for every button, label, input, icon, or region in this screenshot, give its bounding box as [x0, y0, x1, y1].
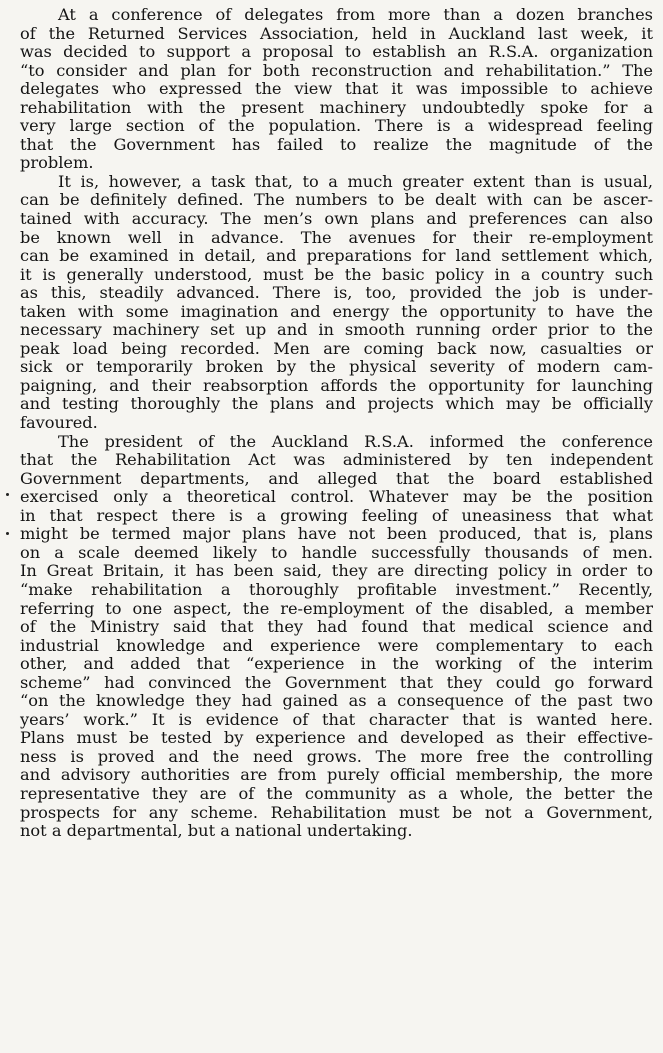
text-line: delegates who expressed the view that it was impossible to achieve — [20, 79, 653, 99]
text-line: can be definitely defined. The numbers to be dealt with can be ascer- — [20, 190, 653, 210]
text-line: tained with accuracy. The men’s own plans and preferences can also — [20, 209, 653, 229]
text-line: rehabilitation with the present machinery undoubtedly spoke for a — [20, 97, 653, 117]
text-line: very large section of the population. There is a widespread feeling — [20, 116, 653, 136]
text-line: scheme” had convinced the Government that they could go forward — [20, 672, 653, 692]
text-line: “make rehabilitation a thoroughly profitable investment.” Recently, — [20, 579, 653, 599]
paragraph-3 — [20, 433, 653, 841]
text-line: sick or temporarily broken by the physical severity of modern cam- — [20, 357, 653, 377]
print-speck — [6, 532, 9, 535]
text-line: It is, however, a task that, to a much greater extent than is usual, — [58, 171, 653, 191]
text-line: other, and added that “experience in the working of the interim — [20, 654, 653, 674]
text-line: and testing thoroughly the plans and projects which may be officially — [20, 394, 653, 414]
text-line: ness is proved and the need grows. The more free the controlling — [20, 746, 653, 766]
text-line: be known well in advance. The avenues for their re-employment — [20, 227, 653, 247]
text-line: problem. — [20, 153, 94, 173]
text-line: industrial knowledge and experience were complementary to each — [20, 635, 653, 655]
text-line: referring to one aspect, the re-employment of the disabled, a member — [20, 598, 653, 618]
text-line: Government departments, and alleged that the board established — [20, 468, 653, 488]
text-line: it is generally understood, must be the basic policy in a country such — [20, 264, 653, 284]
text-line: that the Government has failed to realize the magnitude of the — [20, 134, 653, 154]
text-line: might be termed major plans have not been produced, that is, plans — [20, 524, 653, 544]
text-line: The president of the Auckland R.S.A. informed the conference — [58, 431, 653, 451]
text-line: paigning, and their reabsorption affords the opportunity for launching — [20, 375, 653, 395]
text-line: can be examined in detail, and preparations for land settlement which, — [20, 246, 653, 266]
text-line: “to consider and plan for both reconstruction and rehabilitation.” The — [20, 60, 653, 80]
text-line: of the Ministry said that they had found that medical science and — [20, 617, 653, 637]
text-line: and advisory authorities are from purely official membership, the more — [20, 765, 653, 785]
text-line: Plans must be tested by experience and developed as their effective- — [20, 728, 653, 748]
text-line: that the Rehabilitation Act was administered by ten independent — [20, 450, 653, 470]
paragraph-1 — [20, 6, 653, 173]
text-line: favoured. — [20, 413, 98, 433]
text-line: taken with some imagination and energy the opportunity to have the — [20, 301, 653, 321]
text-line: years’ work.” It is evidence of that character that is wanted here. — [20, 709, 653, 729]
text-line: At a conference of delegates from more than a dozen branches — [58, 5, 653, 24]
text-line: on a scale deemed likely to handle successfully thousands of men. — [20, 542, 653, 562]
text-line: in that respect there is a growing feeling of uneasiness that what — [20, 505, 653, 525]
text-line: representative they are of the community as a whole, the better the — [20, 783, 653, 803]
text-line: not a departmental, but a national undertaking. — [20, 821, 413, 841]
text-line: as this, steadily advanced. There is, too, provided the job is under- — [20, 283, 653, 303]
text-line: exercised only a theoretical control. Whatever may be the position — [20, 487, 653, 507]
text-line: peak load being recorded. Men are coming back now, casualties or — [20, 338, 653, 358]
text-line: In Great Britain, it has been said, they are directing policy in order to — [20, 561, 653, 581]
text-line: of the Returned Services Association, held in Auckland last week, it — [20, 23, 653, 43]
text-line: necessary machinery set up and in smooth running order prior to the — [20, 320, 653, 340]
text-line: “on the knowledge they had gained as a consequence of the past two — [20, 691, 653, 711]
text-line: prospects for any scheme. Rehabilitation must be not a Government, — [20, 802, 653, 822]
paragraph-2 — [20, 173, 653, 433]
text-line: was decided to support a proposal to establish an R.S.A. organization — [20, 42, 653, 62]
print-speck — [6, 493, 9, 496]
